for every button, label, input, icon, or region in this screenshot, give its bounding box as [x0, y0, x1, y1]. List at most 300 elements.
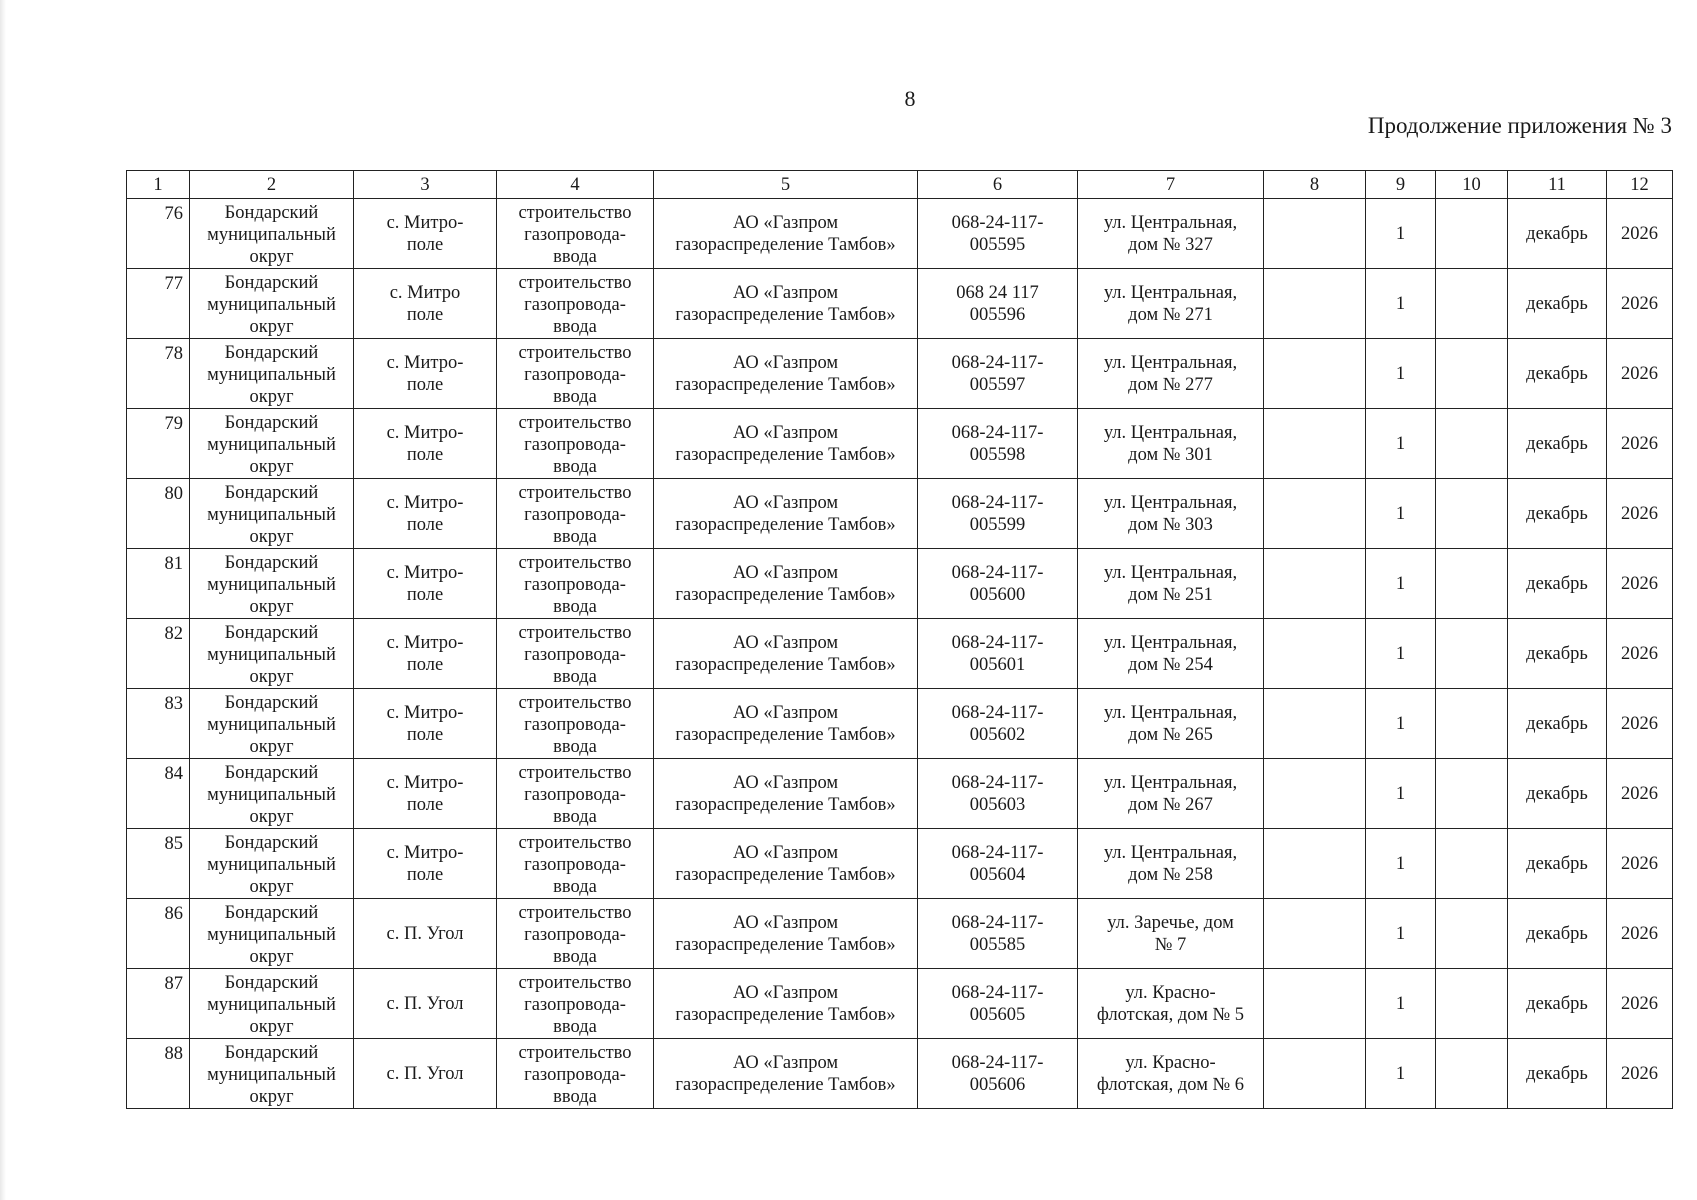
org-line: АО «Газпром: [732, 982, 839, 1003]
org-line: АО «Газпром: [732, 702, 839, 723]
district-line: округ: [249, 807, 294, 827]
work-line: газопровода-: [524, 435, 626, 455]
village-line: с. П. Угол: [386, 923, 464, 944]
village-line: поле: [406, 864, 444, 885]
village-line: поле: [406, 584, 444, 605]
year-cell: 2026: [1607, 409, 1673, 479]
address-line: флотская, дом № 6: [1096, 1074, 1245, 1095]
address-line: дом № 303: [1128, 514, 1213, 535]
row-number-cell: 88: [127, 1039, 190, 1109]
address-line: дом № 251: [1128, 584, 1213, 605]
village-line: поле: [406, 444, 444, 465]
column-8-cell: [1264, 689, 1366, 759]
address-line: ул. Центральная,: [1103, 632, 1238, 653]
year-cell: 2026: [1607, 339, 1673, 409]
work-line: строительство: [518, 903, 632, 923]
village-cell: [354, 619, 497, 689]
address-line: дом № 254: [1128, 654, 1213, 675]
district-line: Бондарский: [224, 903, 319, 923]
address-line: ул. Центральная,: [1103, 422, 1238, 443]
table-row: [127, 829, 1673, 899]
district-line: Бондарский: [224, 273, 319, 293]
work-line: строительство: [518, 483, 632, 503]
column-header: 12: [1607, 171, 1673, 199]
district-line: муниципальный: [207, 785, 336, 805]
row-number-cell: 80: [127, 479, 190, 549]
row-number-cell: 76: [127, 199, 190, 269]
address-line: дом № 327: [1128, 234, 1213, 255]
work-line: газопровода-: [524, 295, 626, 315]
year-cell: 2026: [1607, 689, 1673, 759]
code-line: 005606: [969, 1074, 1026, 1095]
org-line: газораспределение Тамбов»: [675, 1074, 896, 1095]
month-cell: декабрь: [1508, 1039, 1607, 1109]
district-cell: [190, 829, 354, 899]
organization-cell: [654, 479, 918, 549]
row-number-cell: 78: [127, 339, 190, 409]
village-line: поле: [406, 654, 444, 675]
address-line: ул. Центральная,: [1103, 212, 1238, 233]
district-line: муниципальный: [207, 925, 336, 945]
table-row: [127, 409, 1673, 479]
work-line: ввода: [553, 317, 597, 337]
work-line: строительство: [518, 1043, 632, 1063]
object-code-cell: [918, 969, 1078, 1039]
column-header: 9: [1366, 171, 1436, 199]
column-10-cell: [1436, 829, 1508, 899]
column-header: 4: [497, 171, 654, 199]
work-line: газопровода-: [524, 855, 626, 875]
work-line: ввода: [553, 877, 597, 897]
month-cell: декабрь: [1508, 409, 1607, 479]
org-line: газораспределение Тамбов»: [675, 864, 896, 885]
code-line: 005600: [969, 584, 1026, 605]
address-line: дом № 277: [1128, 374, 1213, 395]
quantity-cell: 1: [1366, 689, 1436, 759]
quantity-cell: 1: [1366, 199, 1436, 269]
quantity-cell: 1: [1366, 549, 1436, 619]
table-row: [127, 269, 1673, 339]
org-line: газораспределение Тамбов»: [675, 934, 896, 955]
village-line: с. Митро-: [386, 492, 464, 513]
month-cell: декабрь: [1508, 549, 1607, 619]
year-cell: 2026: [1607, 899, 1673, 969]
work-type-cell: [497, 549, 654, 619]
village-cell: [354, 759, 497, 829]
village-line: с. Митро-: [386, 562, 464, 583]
village-line: поле: [406, 724, 444, 745]
district-cell: [190, 969, 354, 1039]
work-line: газопровода-: [524, 575, 626, 595]
object-code-cell: [918, 339, 1078, 409]
village-line: с. Митро-: [386, 772, 464, 793]
column-header: 5: [654, 171, 918, 199]
work-line: ввода: [553, 667, 597, 687]
code-line: 068-24-117-: [951, 352, 1044, 373]
row-number-cell: 86: [127, 899, 190, 969]
organization-cell: [654, 619, 918, 689]
work-line: ввода: [553, 1017, 597, 1037]
work-type-cell: [497, 339, 654, 409]
column-number-row: [127, 171, 1673, 199]
code-line: 005601: [969, 654, 1026, 675]
code-line: 068-24-117-: [951, 772, 1044, 793]
work-type-cell: [497, 409, 654, 479]
village-cell: [354, 689, 497, 759]
district-line: муниципальный: [207, 575, 336, 595]
column-10-cell: [1436, 269, 1508, 339]
object-code-cell: [918, 549, 1078, 619]
district-line: муниципальный: [207, 1065, 336, 1085]
village-line: поле: [406, 234, 444, 255]
code-line: 068-24-117-: [951, 1052, 1044, 1073]
org-line: АО «Газпром: [732, 1052, 839, 1073]
district-line: округ: [249, 877, 294, 897]
object-code-cell: [918, 199, 1078, 269]
district-line: муниципальный: [207, 645, 336, 665]
quantity-cell: 1: [1366, 759, 1436, 829]
column-header: 10: [1436, 171, 1508, 199]
village-line: поле: [406, 514, 444, 535]
column-10-cell: [1436, 409, 1508, 479]
column-10-cell: [1436, 899, 1508, 969]
code-line: 005604: [969, 864, 1026, 885]
month-cell: декабрь: [1508, 269, 1607, 339]
village-line: поле: [406, 304, 444, 325]
village-cell: [354, 1039, 497, 1109]
district-line: муниципальный: [207, 295, 336, 315]
code-line: 005603: [969, 794, 1026, 815]
village-line: с. Митро-: [386, 422, 464, 443]
work-type-cell: [497, 269, 654, 339]
code-line: 068-24-117-: [951, 912, 1044, 933]
code-line: 068-24-117-: [951, 702, 1044, 723]
column-8-cell: [1264, 759, 1366, 829]
district-line: муниципальный: [207, 225, 336, 245]
table-row: [127, 899, 1673, 969]
district-line: округ: [249, 247, 294, 267]
district-line: муниципальный: [207, 505, 336, 525]
district-cell: [190, 409, 354, 479]
work-line: строительство: [518, 203, 632, 223]
village-line: с. П. Угол: [386, 1063, 464, 1084]
column-8-cell: [1264, 899, 1366, 969]
village-cell: [354, 199, 497, 269]
address-line: дом № 258: [1128, 864, 1213, 885]
village-cell: [354, 829, 497, 899]
address-cell: [1078, 339, 1264, 409]
quantity-cell: 1: [1366, 339, 1436, 409]
work-line: газопровода-: [524, 995, 626, 1015]
code-line: 005599: [969, 514, 1026, 535]
code-line: 005596: [969, 304, 1026, 325]
org-line: газораспределение Тамбов»: [675, 374, 896, 395]
address-cell: [1078, 269, 1264, 339]
district-line: округ: [249, 387, 294, 407]
work-line: ввода: [553, 597, 597, 617]
work-type-cell: [497, 829, 654, 899]
address-line: ул. Заречье, дом: [1107, 912, 1234, 933]
row-number-cell: 84: [127, 759, 190, 829]
object-code-cell: [918, 269, 1078, 339]
organization-cell: [654, 969, 918, 1039]
work-line: строительство: [518, 343, 632, 363]
code-line: 068-24-117-: [951, 982, 1044, 1003]
scan-edge-shadow: [0, 0, 6, 1200]
code-line: 068-24-117-: [951, 492, 1044, 513]
quantity-cell: 1: [1366, 829, 1436, 899]
year-cell: 2026: [1607, 479, 1673, 549]
appendix-continuation-heading: Продолжение приложения № 3: [1367, 113, 1672, 138]
work-line: строительство: [518, 693, 632, 713]
quantity-cell: 1: [1366, 899, 1436, 969]
organization-cell: [654, 759, 918, 829]
year-cell: 2026: [1607, 829, 1673, 899]
work-type-cell: [497, 479, 654, 549]
month-cell: декабрь: [1508, 689, 1607, 759]
address-line: ул. Центральная,: [1103, 352, 1238, 373]
district-line: муниципальный: [207, 855, 336, 875]
column-8-cell: [1264, 199, 1366, 269]
district-line: Бондарский: [224, 623, 319, 643]
work-line: ввода: [553, 387, 597, 407]
table-row: [127, 689, 1673, 759]
district-line: округ: [249, 1017, 294, 1037]
work-line: ввода: [553, 1087, 597, 1107]
month-cell: декабрь: [1508, 829, 1607, 899]
address-line: ул. Центральная,: [1103, 562, 1238, 583]
district-line: округ: [249, 667, 294, 687]
column-8-cell: [1264, 339, 1366, 409]
org-line: АО «Газпром: [732, 632, 839, 653]
org-line: газораспределение Тамбов»: [675, 514, 896, 535]
work-line: газопровода-: [524, 925, 626, 945]
year-cell: 2026: [1607, 549, 1673, 619]
column-header: 3: [354, 171, 497, 199]
village-cell: [354, 969, 497, 1039]
district-line: Бондарский: [224, 973, 319, 993]
district-line: муниципальный: [207, 365, 336, 385]
village-cell: [354, 269, 497, 339]
row-number-cell: 81: [127, 549, 190, 619]
row-number-cell: 83: [127, 689, 190, 759]
work-line: ввода: [553, 527, 597, 547]
code-line: 068-24-117-: [951, 562, 1044, 583]
org-line: газораспределение Тамбов»: [675, 304, 896, 325]
column-8-cell: [1264, 829, 1366, 899]
address-line: ул. Центральная,: [1103, 772, 1238, 793]
organization-cell: [654, 199, 918, 269]
organization-cell: [654, 899, 918, 969]
column-8-cell: [1264, 549, 1366, 619]
table-row: [127, 479, 1673, 549]
org-line: газораспределение Тамбов»: [675, 1004, 896, 1025]
column-8-cell: [1264, 969, 1366, 1039]
district-cell: [190, 619, 354, 689]
table-row: [127, 619, 1673, 689]
address-line: ул. Центральная,: [1103, 702, 1238, 723]
table-row: [127, 199, 1673, 269]
quantity-cell: 1: [1366, 619, 1436, 689]
column-header: 6: [918, 171, 1078, 199]
address-cell: [1078, 619, 1264, 689]
district-cell: [190, 199, 354, 269]
village-cell: [354, 549, 497, 619]
month-cell: декабрь: [1508, 969, 1607, 1039]
table-row: [127, 969, 1673, 1039]
table-row: [127, 339, 1673, 409]
district-line: округ: [249, 527, 294, 547]
org-line: газораспределение Тамбов»: [675, 654, 896, 675]
district-line: округ: [249, 947, 294, 967]
quantity-cell: 1: [1366, 409, 1436, 479]
gas-connection-table: [126, 170, 1673, 1109]
code-line: 005598: [969, 444, 1026, 465]
quantity-cell: 1: [1366, 1039, 1436, 1109]
work-type-cell: [497, 619, 654, 689]
org-line: газораспределение Тамбов»: [675, 794, 896, 815]
work-line: газопровода-: [524, 645, 626, 665]
district-cell: [190, 549, 354, 619]
object-code-cell: [918, 1039, 1078, 1109]
column-10-cell: [1436, 689, 1508, 759]
work-type-cell: [497, 199, 654, 269]
address-cell: [1078, 479, 1264, 549]
year-cell: 2026: [1607, 199, 1673, 269]
month-cell: декабрь: [1508, 899, 1607, 969]
org-line: газораспределение Тамбов»: [675, 724, 896, 745]
district-line: муниципальный: [207, 995, 336, 1015]
table-row: [127, 549, 1673, 619]
district-cell: [190, 689, 354, 759]
column-header: 8: [1264, 171, 1366, 199]
work-line: строительство: [518, 273, 632, 293]
org-line: газораспределение Тамбов»: [675, 584, 896, 605]
address-cell: [1078, 409, 1264, 479]
column-header: 2: [190, 171, 354, 199]
code-line: 068 24 117: [956, 282, 1039, 303]
district-cell: [190, 899, 354, 969]
work-line: строительство: [518, 973, 632, 993]
code-line: 005602: [969, 724, 1026, 745]
org-line: АО «Газпром: [732, 352, 839, 373]
month-cell: декабрь: [1508, 479, 1607, 549]
work-line: газопровода-: [524, 785, 626, 805]
work-type-cell: [497, 1039, 654, 1109]
village-cell: [354, 899, 497, 969]
district-line: округ: [249, 1087, 294, 1107]
column-10-cell: [1436, 479, 1508, 549]
district-cell: [190, 759, 354, 829]
district-line: округ: [249, 737, 294, 757]
address-cell: [1078, 899, 1264, 969]
column-header: 11: [1508, 171, 1607, 199]
address-cell: [1078, 1039, 1264, 1109]
work-line: ввода: [553, 807, 597, 827]
district-line: Бондарский: [224, 483, 319, 503]
village-line: поле: [406, 794, 444, 815]
object-code-cell: [918, 619, 1078, 689]
object-code-cell: [918, 759, 1078, 829]
work-line: ввода: [553, 737, 597, 757]
work-line: строительство: [518, 763, 632, 783]
object-code-cell: [918, 479, 1078, 549]
org-line: АО «Газпром: [732, 422, 839, 443]
column-10-cell: [1436, 759, 1508, 829]
organization-cell: [654, 549, 918, 619]
address-line: № 7: [1154, 934, 1187, 955]
column-10-cell: [1436, 1039, 1508, 1109]
district-line: Бондарский: [224, 553, 319, 573]
year-cell: 2026: [1607, 269, 1673, 339]
work-line: газопровода-: [524, 505, 626, 525]
code-line: 068-24-117-: [951, 632, 1044, 653]
address-line: ул. Красно-: [1125, 1052, 1216, 1073]
work-line: ввода: [553, 247, 597, 267]
district-cell: [190, 339, 354, 409]
column-8-cell: [1264, 479, 1366, 549]
district-line: Бондарский: [224, 203, 319, 223]
object-code-cell: [918, 409, 1078, 479]
org-line: АО «Газпром: [732, 282, 839, 303]
column-8-cell: [1264, 619, 1366, 689]
work-line: строительство: [518, 623, 632, 643]
district-cell: [190, 269, 354, 339]
work-line: газопровода-: [524, 715, 626, 735]
organization-cell: [654, 689, 918, 759]
address-line: дом № 301: [1128, 444, 1213, 465]
column-8-cell: [1264, 1039, 1366, 1109]
month-cell: декабрь: [1508, 199, 1607, 269]
year-cell: 2026: [1607, 969, 1673, 1039]
district-cell: [190, 1039, 354, 1109]
address-cell: [1078, 969, 1264, 1039]
table-row: [127, 1039, 1673, 1109]
object-code-cell: [918, 689, 1078, 759]
column-10-cell: [1436, 549, 1508, 619]
work-line: газопровода-: [524, 365, 626, 385]
village-cell: [354, 479, 497, 549]
column-header: 7: [1078, 171, 1264, 199]
column-8-cell: [1264, 269, 1366, 339]
object-code-cell: [918, 899, 1078, 969]
district-line: Бондарский: [224, 833, 319, 853]
work-line: ввода: [553, 457, 597, 477]
address-cell: [1078, 829, 1264, 899]
address-line: ул. Центральная,: [1103, 842, 1238, 863]
quantity-cell: 1: [1366, 479, 1436, 549]
column-10-cell: [1436, 969, 1508, 1039]
district-line: Бондарский: [224, 343, 319, 363]
work-line: строительство: [518, 553, 632, 573]
address-line: флотская, дом № 5: [1096, 1004, 1245, 1025]
district-line: округ: [249, 457, 294, 477]
work-type-cell: [497, 689, 654, 759]
village-line: с. Митро: [389, 282, 461, 303]
object-code-cell: [918, 829, 1078, 899]
row-number-cell: 77: [127, 269, 190, 339]
row-number-cell: 79: [127, 409, 190, 479]
address-cell: [1078, 759, 1264, 829]
month-cell: декабрь: [1508, 759, 1607, 829]
table-row: [127, 759, 1673, 829]
year-cell: 2026: [1607, 1039, 1673, 1109]
district-line: округ: [249, 317, 294, 337]
organization-cell: [654, 409, 918, 479]
organization-cell: [654, 269, 918, 339]
village-line: с. П. Угол: [386, 993, 464, 1014]
village-cell: [354, 339, 497, 409]
